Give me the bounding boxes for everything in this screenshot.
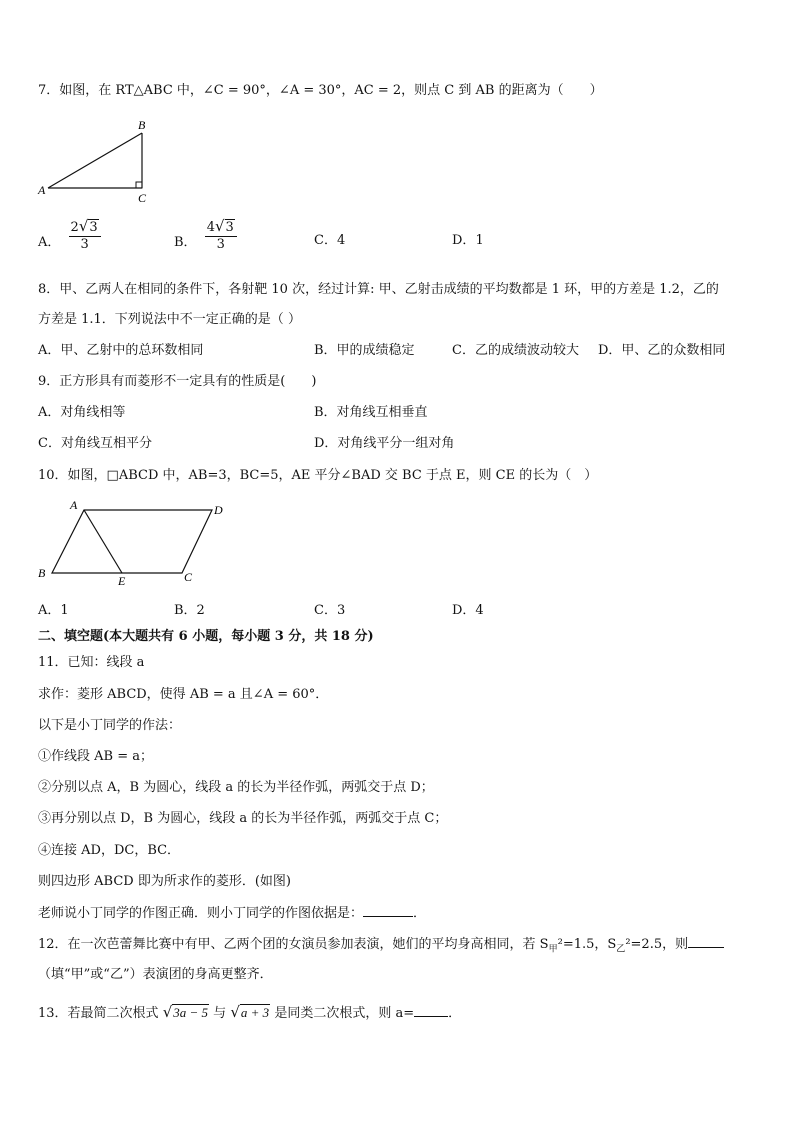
- q7-label-b: B: [138, 118, 146, 132]
- q11-line7: ④连接 AD，DC，BC．: [38, 843, 181, 858]
- q7-option-a: A． $\frac{2√3}{3}$: [38, 232, 101, 253]
- q8-option-b: B．甲的成绩稳定: [314, 343, 415, 358]
- q11-line1: 11．已知：线段 a: [38, 655, 145, 670]
- q9-option-c: C．对角线互相平分: [38, 436, 152, 451]
- q10-option-c: C．3: [314, 603, 346, 618]
- q7-triangle-figure: [36, 116, 156, 206]
- q10-option-d: D．4: [452, 603, 484, 618]
- q8-option-a: A．甲、乙射中的总环数相同: [38, 343, 204, 358]
- q10-option-b: B．2: [174, 603, 205, 618]
- q10-label-d: D: [214, 503, 223, 517]
- q11-line9: 老师说小丁同学的作图正确．则小丁同学的作图依据是： ．: [38, 906, 427, 921]
- q7-option-c: C．4: [314, 233, 346, 248]
- q10-label-a: A: [70, 498, 78, 512]
- q8-line1: 8．甲、乙两人在相同的条件下，各射靶 10 次，经过计算: 甲、乙射击成绩的平均数都是 1 环，甲的方差是 1.2，乙的: [38, 282, 719, 297]
- q11-line5: ②分别以点 A，B 为圆心，线段 a 的长为半径作弧，两弧交于点 D；: [38, 780, 434, 795]
- q11-line2: 求作：菱形 ABCD，使得 AB = a 且∠A = 60°．: [38, 687, 329, 702]
- q11-line6: ③再分别以点 D，B 为圆心，线段 a 的长为半径作弧，两弧交于点 C；: [38, 811, 448, 826]
- q10-label-c: C: [184, 570, 193, 584]
- q10-parallelogram-figure: [34, 498, 234, 590]
- q9-option-a: A．对角线相等: [38, 405, 126, 420]
- q8-option-c: C．乙的成绩波动较大: [452, 343, 579, 358]
- q8-line2: 方差是 1.1．下列说法中不一定正确的是（ ）: [38, 312, 301, 327]
- q9-text: 9．正方形具有而菱形不一定具有的性质是( ): [38, 374, 317, 389]
- q7-text: 7．如图，在 RT△ABC 中，∠C = 90°，∠A = 30°，AC = 2，则点 C 到 AB 的距离为（ ）: [38, 83, 603, 98]
- q11-answer-blank[interactable]: [363, 904, 413, 917]
- q7-option-b: B． $\frac{4√3}{3}$: [174, 232, 237, 253]
- q7-label-c: C: [138, 191, 147, 205]
- q13-answer-blank[interactable]: [414, 1004, 448, 1017]
- q13-line: 13．若最简二次根式 √3a − 5 与 √a + 3 是同类二次根式，则 a= ．: [38, 1003, 462, 1021]
- q7-label-a: A: [38, 183, 46, 197]
- q10-label-b: B: [38, 566, 46, 580]
- q10-text: 10．如图，□ABCD 中，AB=3，BC=5，AE 平分∠BAD 交 BC 于点 E，则 CE 的长为（ ）: [38, 468, 598, 483]
- q11-line8: 则四边形 ABCD 即为所求作的菱形．(如图): [38, 874, 291, 889]
- section2-heading: 二、填空题(本大题共有 6 小题，每小题 3 分，共 18 分): [38, 629, 374, 644]
- q10-option-a: A．1: [38, 603, 69, 618]
- q12-line1: 12．在一次芭蕾舞比赛中有甲、乙两个团的女演员参加表演，她们的平均身高相同，若 $S_甲^2=1.5$，$S_乙^2=2.5$，则: [38, 935, 724, 959]
- q9-option-b: B．对角线互相垂直: [314, 405, 428, 420]
- q11-line3: 以下是小丁同学的作法：: [38, 718, 182, 733]
- q12-line2: （填“甲”或“乙”）表演团的身高更整齐．: [38, 967, 273, 982]
- q12-answer-blank[interactable]: [688, 935, 724, 948]
- q7-option-d: D．1: [452, 233, 484, 248]
- q10-label-e: E: [118, 574, 126, 588]
- q8-option-d: D．甲、乙的众数相同: [598, 343, 726, 358]
- q9-option-d: D．对角线平分一组对角: [314, 436, 455, 451]
- q11-line4: ①作线段 AB = a；: [38, 749, 153, 764]
